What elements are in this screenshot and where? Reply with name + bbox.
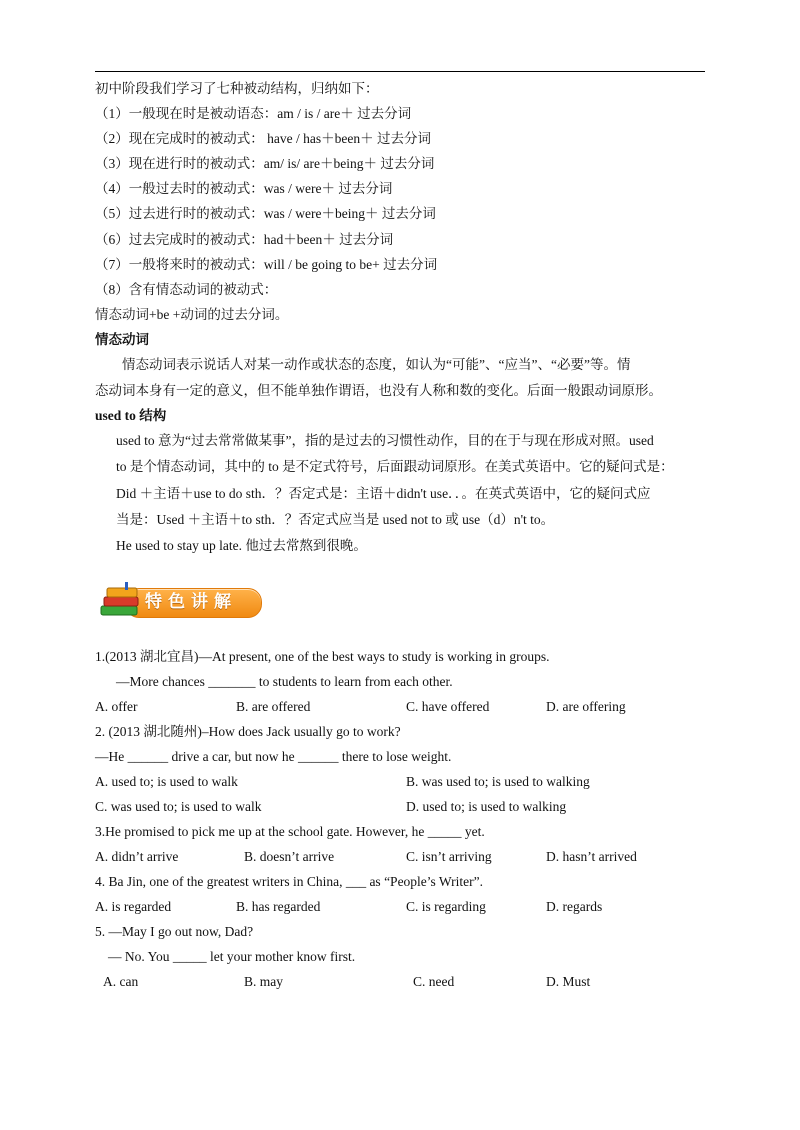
banner-title: 特色讲解 xyxy=(145,592,237,612)
question-1-option-c: C. have offered xyxy=(406,699,490,714)
question-1-stem: 1.(2013 湖北宜昌)—At present, one of the best ways to study is working in groups. xyxy=(95,649,550,664)
modal-passive-formula: 情态动词+be +动词的过去分词。 xyxy=(95,307,289,322)
question-4-option-d: D. regards xyxy=(546,899,603,914)
question-1-option-b: B. are offered xyxy=(236,699,311,714)
question-5-option-d: D. Must xyxy=(546,974,591,989)
passive-item-8: （8）含有情态动词的被动式： xyxy=(95,282,278,297)
question-2-option-b: B. was used to; is used to walking xyxy=(406,774,590,789)
modal-paragraph-line-2: 态动词本身有一定的意义，但不能单独作谓语，也没有人称和数的变化。后面一般跟动词原形。 xyxy=(95,383,662,398)
question-3-stem: 3.He promised to pick me up at the school gate. However, he _____ yet. xyxy=(95,824,485,839)
question-2-stem: 2. (2013 湖北随州)–How does Jack usually go to work? xyxy=(95,724,401,739)
question-2-option-d: D. used to; is used to walking xyxy=(406,799,567,814)
question-3-option-c: C. isn’t arriving xyxy=(406,849,492,864)
question-1-option-a: A. offer xyxy=(95,699,138,714)
passive-item-3: （3）现在进行时的被动式：am/ is/ are＋being＋ 过去分词 xyxy=(95,156,435,171)
feature-banner xyxy=(95,578,265,624)
used-to-line-4: 当是：Used ＋主语＋to sth．？否定式应当是 used not to 或 use（d）n't to。 xyxy=(116,512,555,527)
question-4-option-a: A. is regarded xyxy=(95,899,172,914)
question-1-option-d: D. are offering xyxy=(546,699,626,714)
passive-item-6: （6）过去完成时的被动式：had＋been＋ 过去分词 xyxy=(95,232,394,247)
question-5-stem: 5. —May I go out now, Dad? xyxy=(95,924,254,939)
question-2-reply: —He ______ drive a car, but now he ______ there to lose weight. xyxy=(95,749,452,764)
question-1-reply: —More chances _______ to students to learn from each other. xyxy=(116,674,453,689)
question-3-option-b: B. doesn’t arrive xyxy=(244,849,335,864)
question-5-option-a: A. can xyxy=(103,974,139,989)
question-2-option-a: A. used to; is used to walk xyxy=(95,774,238,789)
used-to-example: He used to stay up late. 他过去常熬到很晚。 xyxy=(116,538,367,553)
question-4-option-c: C. is regarding xyxy=(406,899,486,914)
question-2-option-c: C. was used to; is used to walk xyxy=(95,799,262,814)
passive-item-7: （7）一般将来时的被动式：will / be going to be+ 过去分词 xyxy=(95,257,438,272)
question-4-option-b: B. has regarded xyxy=(236,899,321,914)
intro-text: 初中阶段我们学习了七种被动结构，归纳如下： xyxy=(95,81,379,96)
used-to-heading: used to 结构 xyxy=(95,408,167,423)
used-to-line-3: Did ＋主语＋use to do sth．？否定式是：主语＋didn't use．．。在英式英语中，它的疑问式应 xyxy=(116,486,651,501)
passive-item-2: （2）现在完成时的被动式： have / has＋been＋ 过去分词 xyxy=(95,131,431,146)
passive-item-4: （4）一般过去时的被动式：was / were＋ 过去分词 xyxy=(95,181,393,196)
modal-heading: 情态动词 xyxy=(95,332,149,347)
used-to-line-2: to 是个情态动词，其中的 to 是不定式符号，后面跟动词原形。在美式英语中。它的疑问式是： xyxy=(116,459,674,474)
question-5-option-c: C. need xyxy=(413,974,455,989)
question-3-option-d: D. hasn’t arrived xyxy=(546,849,637,864)
passive-item-5: （5）过去进行时的被动式：was / were＋being＋ 过去分词 xyxy=(95,206,436,221)
passive-item-1: （1）一般现在时是被动语态：am / is / are＋ 过去分词 xyxy=(95,106,412,121)
question-4-stem: 4. Ba Jin, one of the greatest writers in China, ___ as “People’s Writer”. xyxy=(95,874,483,889)
question-3-option-a: A. didn’t arrive xyxy=(95,849,179,864)
question-5-reply: — No. You _____ let your mother know first. xyxy=(108,949,356,964)
header-rule xyxy=(95,71,705,72)
used-to-line-1: used to 意为“过去常常做某事”，指的是过去的习惯性动作，目的在于与现在形成对照。used xyxy=(116,433,654,448)
modal-paragraph-line-1: 情态动词表示说话人对某一动作或状态的态度，如认为“可能”、“应当”、“必要”等。情 xyxy=(122,357,631,372)
question-5-option-b: B. may xyxy=(244,974,283,989)
